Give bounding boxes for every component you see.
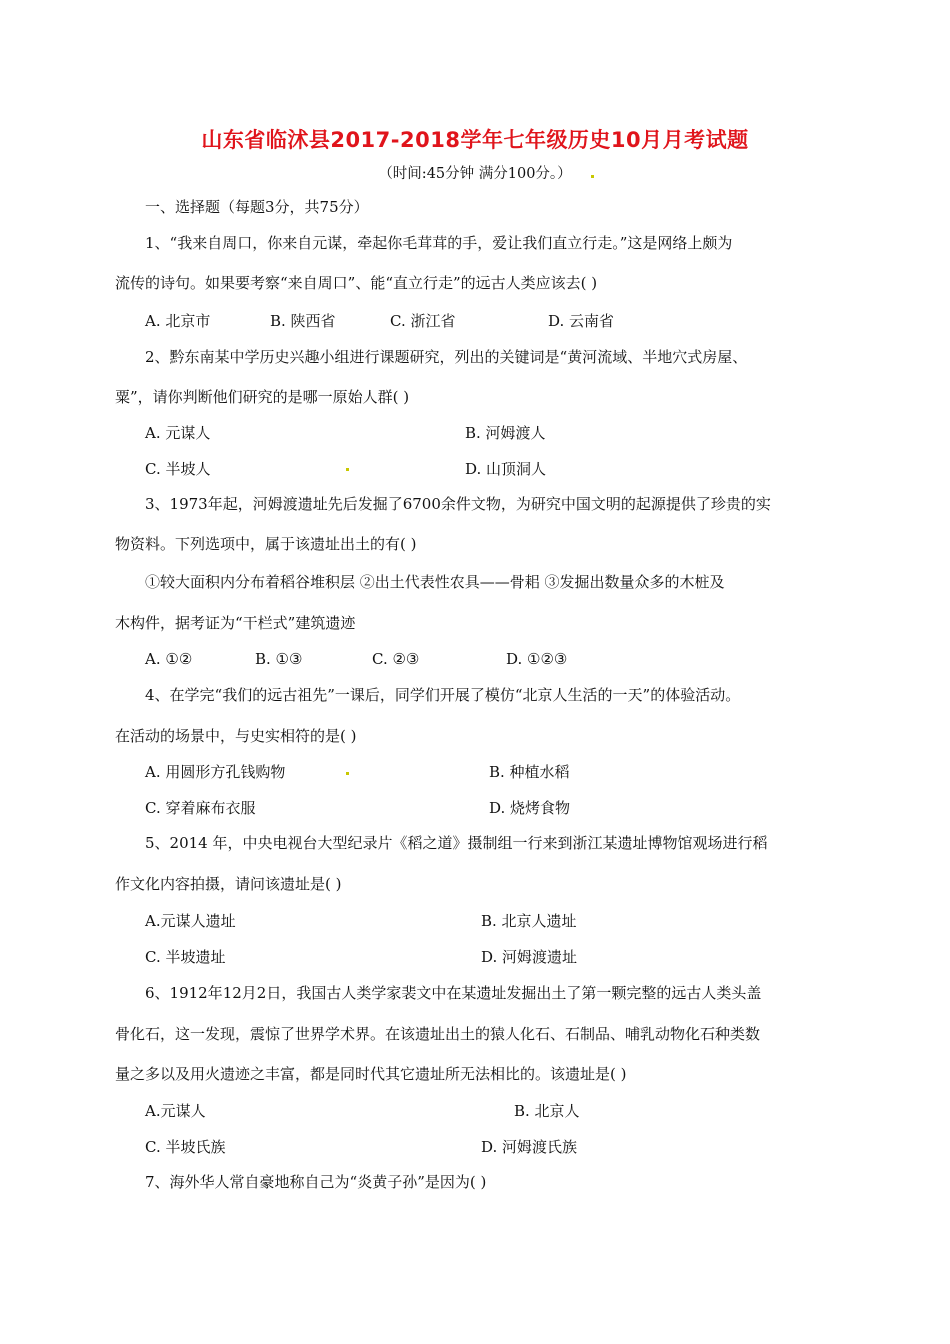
q6-option-a: A.元谋人 xyxy=(145,1102,206,1120)
q3-option-d: D. ①②③ xyxy=(506,650,568,668)
q6-option-b: B. 北京人 xyxy=(514,1102,580,1120)
speck-mark xyxy=(346,468,349,471)
question-3-line-4: 木构件，据考证为“干栏式”建筑遗迹 xyxy=(115,614,356,632)
exam-subtitle: （时间:45分钟 满分100分。） xyxy=(378,166,572,182)
q4-option-c: C. 穿着麻布衣服 xyxy=(145,799,256,817)
speck-mark xyxy=(591,175,594,178)
question-1-line-1: 1、“我来自周口，你来自元谋，牵起你毛茸茸的手，爱让我们直立行走。”这是网络上颇为 xyxy=(145,234,733,252)
q5-option-a: A.元谋人遗址 xyxy=(145,912,236,930)
q2-option-a: A. 元谋人 xyxy=(145,424,211,442)
question-5-line-2: 作文化内容拍摄，请问该遗址是( ) xyxy=(115,875,342,893)
question-2-line-1: 2、黔东南某中学历史兴趣小组进行课题研究，列出的关键词是“黄河流域、半地穴式房屋、 xyxy=(145,348,748,366)
question-3-line-1: 3、1973年起，河姆渡遗址先后发掘了6700余件文物，为研究中国文明的起源提供了珍贵的实 xyxy=(145,495,771,513)
section-heading: 一、选择题（每题3分，共75分） xyxy=(145,198,369,216)
q2-option-b: B. 河姆渡人 xyxy=(465,424,546,442)
q3-option-c: C. ②③ xyxy=(372,650,420,668)
question-5-line-1: 5、2014 年，中央电视台大型纪录片《稻之道》摄制组一行来到浙江某遗址博物馆观场进行稻 xyxy=(145,834,768,852)
question-4-line-1: 4、在学完“我们的远古祖先”一课后，同学们开展了模仿“北京人生活的一天”的体验活动。 xyxy=(145,686,741,704)
q4-option-b: B. 种植水稻 xyxy=(489,763,570,781)
q5-option-d: D. 河姆渡遗址 xyxy=(481,948,578,966)
question-3-line-2: 物资料。下列选项中，属于该遗址出土的有( ) xyxy=(115,535,417,553)
q1-option-a: A. 北京市 xyxy=(145,312,211,330)
q6-option-c: C. 半坡氏族 xyxy=(145,1138,226,1156)
q2-option-c: C. 半坡人 xyxy=(145,460,211,478)
question-4-line-2: 在活动的场景中，与史实相符的是( ) xyxy=(115,727,357,745)
q6-option-d: D. 河姆渡氏族 xyxy=(481,1138,578,1156)
q3-option-a: A. ①② xyxy=(145,650,193,668)
question-6-line-1: 6、1912年12月2日，我国古人类学家裴文中在某遗址发掘出土了第一颗完整的远古人类头盖 xyxy=(145,984,762,1002)
q1-option-d: D. 云南省 xyxy=(548,312,615,330)
q4-option-d: D. 烧烤食物 xyxy=(489,799,571,817)
q5-option-c: C. 半坡遗址 xyxy=(145,948,226,966)
question-6-line-2: 骨化石，这一发现，震惊了世界学术界。在该遗址出土的猿人化石、石制品、哺乳动物化石种类数 xyxy=(115,1025,761,1043)
question-3-line-3: ①较大面积内分布着稻谷堆积层 ②出土代表性农具——骨耜 ③发掘出数量众多的木桩及 xyxy=(145,573,725,591)
q3-option-b: B. ①③ xyxy=(255,650,303,668)
q5-option-b: B. 北京人遗址 xyxy=(481,912,577,930)
q1-option-c: C. 浙江省 xyxy=(390,312,456,330)
question-1-line-2: 流传的诗句。如果要考察“来自周口”、能“直立行走”的远古人类应该去( ) xyxy=(115,274,598,292)
q1-option-b: B. 陕西省 xyxy=(270,312,336,330)
q2-option-d: D. 山顶洞人 xyxy=(465,460,547,478)
page-title: 山东省临沭县2017-2018学年七年级历史10月月考试题 xyxy=(201,128,749,152)
question-7-line-1: 7、海外华人常自豪地称自己为“炎黄子孙”是因为( ) xyxy=(145,1173,487,1191)
question-6-line-3: 量之多以及用火遗迹之丰富，都是同时代其它遗址所无法相比的。该遗址是( ) xyxy=(115,1065,627,1083)
speck-mark xyxy=(346,772,349,775)
q4-option-a: A. 用圆形方孔钱购物 xyxy=(145,763,286,781)
question-2-line-2: 粟”，请你判断他们研究的是哪一原始人群( ) xyxy=(115,388,410,406)
